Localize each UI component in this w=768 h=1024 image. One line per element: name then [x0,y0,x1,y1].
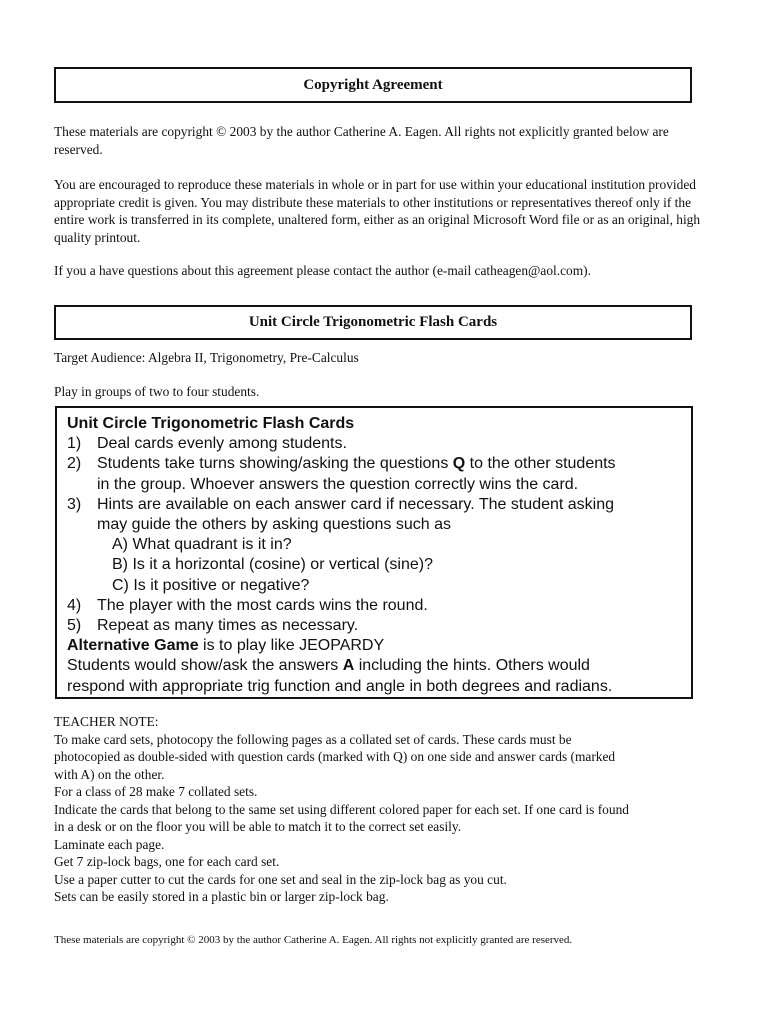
rule-5-number: 5) [67,617,82,635]
footer-copyright: These materials are copyright © 2003 by the author Catherine A. Eagen. All rights not explicitly granted are reserved. [54,934,573,946]
rule-3-number: 3) [67,495,82,513]
play-groups: Play in groups of two to four students. [54,384,260,399]
copyright-title: Copyright Agreement [54,67,692,103]
hint-b: B) Is it a horizontal (cosine) or vertical (sine)? [112,556,433,574]
alternative-game [67,636,681,656]
rule-4-number: 4) [67,596,82,614]
rule-3-text: Hints are available on each answer card if necessary. The student asking [97,495,615,513]
rule-2-text-end: to the other students [465,455,616,473]
rule-5 [67,616,681,636]
teacher-note-line: For a class of 28 make 7 collated sets. [54,784,258,799]
rule-3-continuation: may guide the others by asking questions such as [97,516,451,534]
hint-a: A) What quadrant is it in? [112,536,292,554]
teacher-note-line: TEACHER NOTE: [54,714,159,729]
rule-1-number: 1) [67,435,82,453]
rule-2-number: 2) [67,455,82,473]
rule-1 [67,434,681,454]
copyright-paragraph-1: These materials are copyright © 2003 by the author Catherine A. Eagen. All rights not explicitly granted below are reserved. [54,124,669,157]
alternative-line-3: respond with appropriate trig function and angle in both degrees and radians. [67,677,613,695]
rule-2-text: Students take turns showing/asking the questions [97,455,453,473]
teacher-note [54,713,714,906]
rule-2-continuation: in the group. Whoever answers the question correctly wins the card. [97,475,579,493]
target-audience: Target Audience: Algebra II, Trigonometry, Pre-Calculus [54,350,359,365]
teacher-note-line: To make card sets, photocopy the following pages as a collated set of cards. These cards must be [54,731,572,747]
rules-box [55,406,693,699]
rules-title: Unit Circle Trigonometric Flash Cards [67,415,355,432]
rule-2 [67,454,681,474]
rule-3 [67,495,681,515]
teacher-note-line: Sets can be easily stored in a plastic bin or larger zip-lock bag. [54,889,389,904]
teacher-note-line: in a desk or on the floor you will be able to match it to the correct set easily. [54,819,462,834]
alternative-game-label: Alternative Game [67,637,199,655]
alternative-game-text: is to play like JEOPARDY [198,637,385,655]
teacher-note-line: Get 7 zip-lock bags, one for each card set. [54,854,280,869]
teacher-note-line: photocopied as double-sided with question cards (marked with Q) on one side and answer cards (marked [54,749,616,764]
alternative-line-2-text: Students would show/ask the answers [67,657,343,675]
rule-2-q: Q [452,455,466,473]
copyright-paragraph-3: If you a have questions about this agreement please contact the author (e-mail catheagen@aol.com). [54,263,591,278]
alternative-line-2-end: including the hints. Others would [354,657,590,675]
rule-5-text: Repeat as many times as necessary. [97,617,359,635]
teacher-note-line: Indicate the cards that belong to the same set using different colored paper for each set. If one card is found [54,801,629,817]
hint-c: C) Is it positive or negative? [112,576,310,594]
alternative-line-2-a: A [342,657,355,675]
rule-4-text: The player with the most cards wins the round. [97,596,428,614]
section-title: Unit Circle Trigonometric Flash Cards [54,305,692,340]
teacher-note-line: Use a paper cutter to cut the cards for one set and seal in the zip-lock bag as you cut. [54,871,507,887]
copyright-paragraph-2: You are encouraged to reproduce these materials in whole or in part for use within your educational institution provided appropriate credit is given. You may distribute these materials to other institutions or representatives thereof only if the entire work is transferred in its complete, unaltered form, either as an original Microsoft Word file or as an original, high quality printout. [54,177,701,245]
rule-1-text: Deal cards evenly among students. [97,435,347,453]
alternative-line-2 [67,656,681,676]
teacher-note-line: Laminate each page. [54,836,165,852]
rule-4 [67,596,681,616]
teacher-note-line: with A) on the other. [54,766,165,782]
